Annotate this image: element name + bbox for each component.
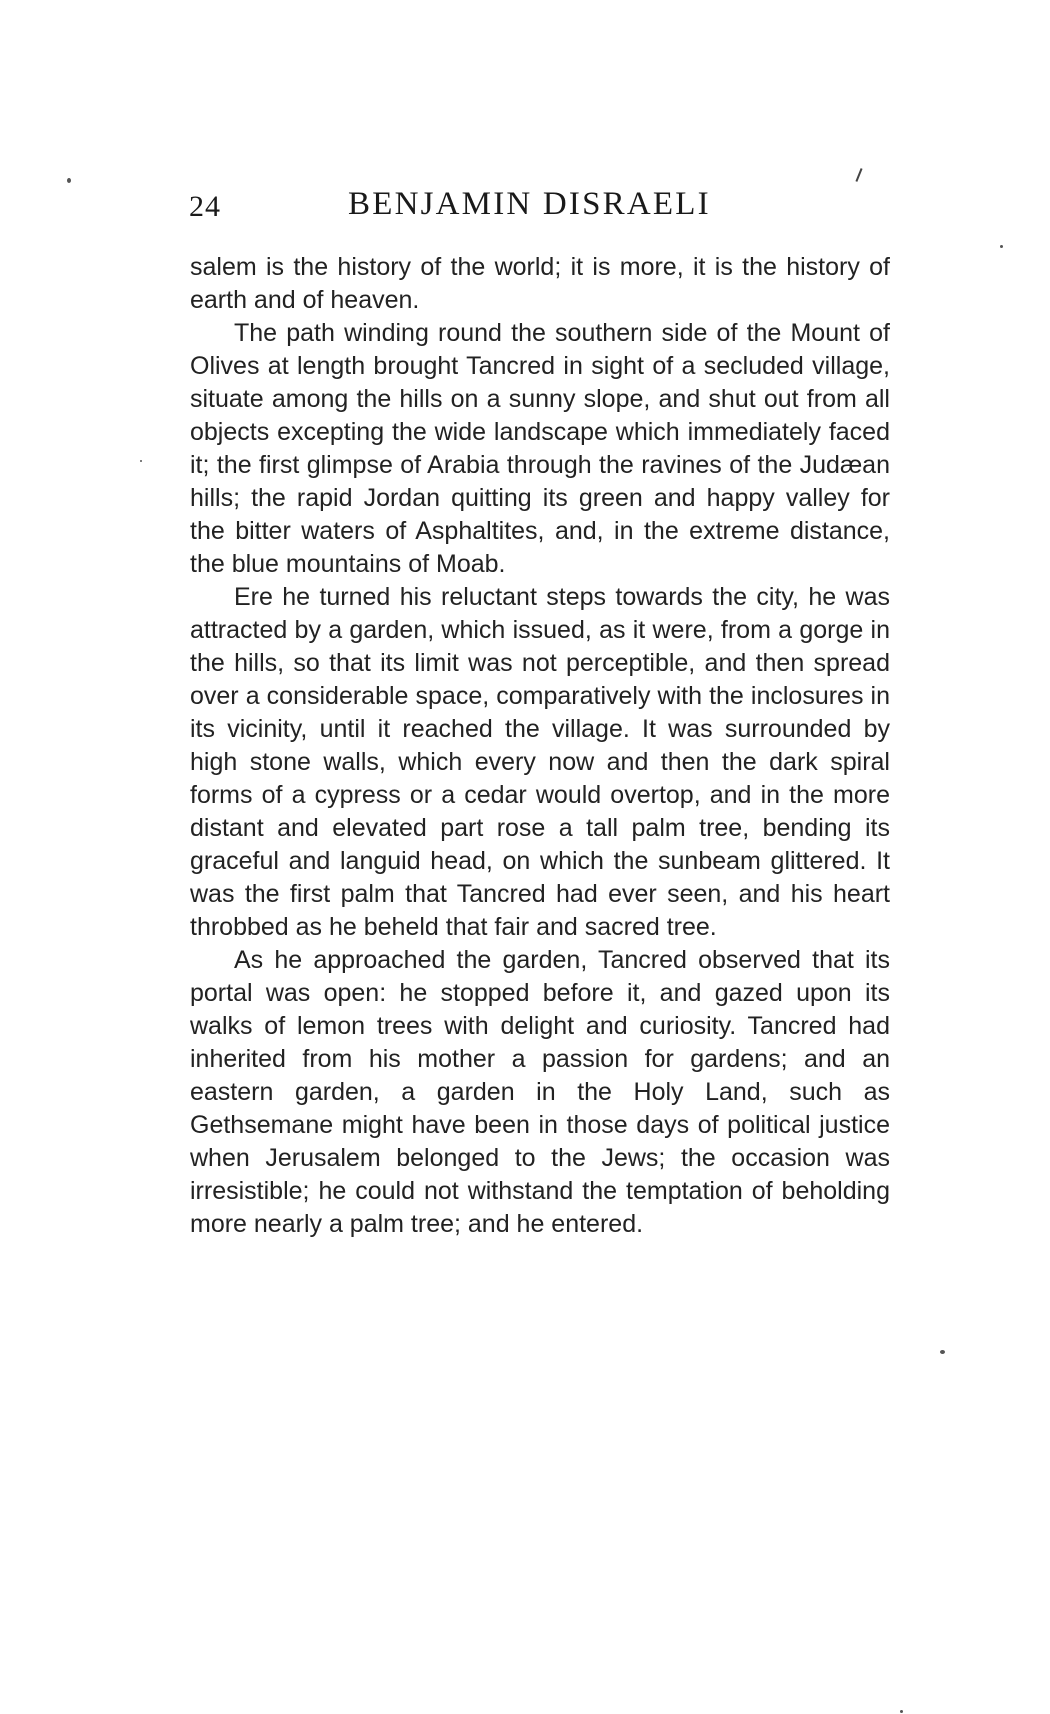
scan-speck: [940, 1350, 945, 1354]
paragraph: The path winding round the southern side of the Mount of Olives at length brought Tancred in sight of a secluded village, situate among the hills on a sunny slope, and shut out from all objects excepting the wide landscape which immediately faced it; the first glimpse of Arabia through the ravines of the Judæan hills; the rapid Jordan quitting its green and happy valley for the bitter waters of Asphaltites, and, in the extreme distance, the blue mountains of Moab.: [190, 319, 890, 578]
scan-speck: [67, 178, 71, 183]
scan-speck: [140, 460, 142, 462]
page-number: 24: [189, 190, 221, 223]
scan-speck: [900, 1710, 903, 1713]
scan-speck: [1000, 245, 1003, 248]
running-title: BENJAMIN DISRAELI: [348, 186, 711, 222]
paragraph: Ere he turned his reluctant steps towards the city, he was attracted by a garden, which issued, as it were, from a gorge in the hills, so that its limit was not perceptible, and then spread over a considerable space, comparatively with the inclosures in its vicinity, until it reached the village. It was surrounded by high stone walls, which every now and then the dark spiral forms of a cypress or a cedar would overtop, and in the more distant and elevated part rose a tall palm tree, bending its graceful and languid head, on which the sunbeam glittered. It was the first palm that Tancred had ever seen, and his heart throbbed as he beheld that fair and sacred tree.: [190, 583, 890, 941]
paragraph: salem is the history of the world; it is more, it is the history of earth and of heaven.: [190, 253, 890, 314]
paragraph: As he approached the garden, Tancred observed that its portal was open: he stopped before it, and gazed upon its walks of lemon trees with delight and curiosity. Tancred had inherited from his mother a passion for gardens; and an eastern garden, a garden in the Holy Land, such as Gethsemane might have been in those days of political justice when Jerusalem belonged to the Jews; the occasion was irresistible; he could not withstand the temptation of beholding more nearly a palm tree; and he entered.: [190, 946, 890, 1238]
body-text: [190, 251, 890, 1241]
scan-mark: [855, 168, 862, 182]
